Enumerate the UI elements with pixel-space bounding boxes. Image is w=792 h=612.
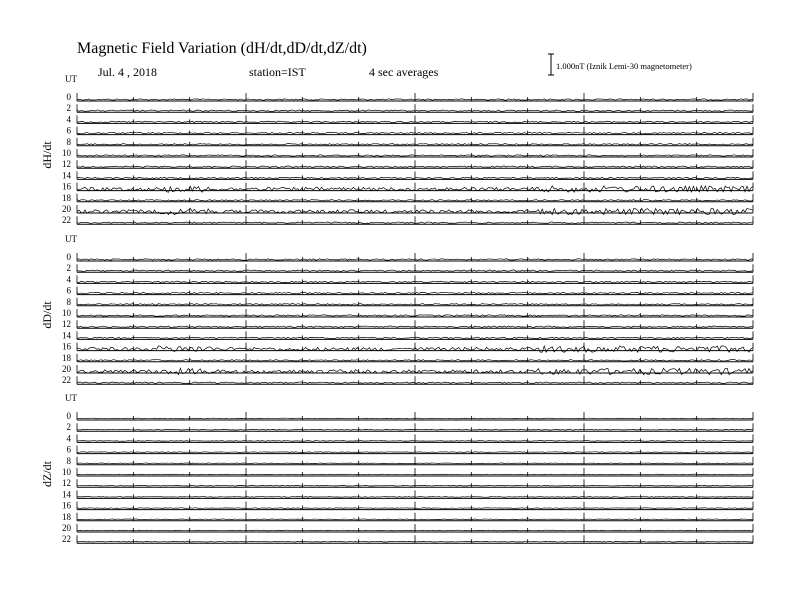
trace-row-14 <box>62 170 753 180</box>
trace-row-8 <box>67 137 754 147</box>
hour-tick-label: 2 <box>66 263 71 274</box>
hour-tick-label: 8 <box>66 136 71 147</box>
trace-row-10 <box>62 308 753 318</box>
averaging-label: 4 sec averages <box>369 65 439 79</box>
date-label: Jul. 4 , 2018 <box>98 65 158 79</box>
trace-row-14 <box>62 330 753 340</box>
trace-row-12 <box>62 478 753 488</box>
trace-row-18 <box>62 353 753 363</box>
hour-tick-label: 22 <box>62 375 71 386</box>
trace-row-12 <box>62 159 753 169</box>
trace-row-0 <box>67 411 754 421</box>
scale-bar-label: 1.000nT (Iznik Lemi-30 magnetometer) <box>556 61 692 71</box>
trace-line <box>77 497 753 498</box>
trace-line <box>77 485 753 486</box>
panel-y-label: dZ/dt <box>40 461 54 487</box>
hour-tick-label: 18 <box>62 352 71 363</box>
hour-tick-label: 22 <box>62 534 71 545</box>
hour-tick-label: 14 <box>62 489 71 500</box>
hour-tick-label: 6 <box>66 125 71 136</box>
hour-tick-label: 4 <box>66 433 71 444</box>
panel-y-label: dD/dt <box>40 301 54 329</box>
trace-row-18 <box>62 193 753 203</box>
trace-row-10 <box>62 467 753 477</box>
trace-row-6 <box>67 445 754 455</box>
hour-tick-label: 0 <box>66 252 71 262</box>
hour-tick-label: 8 <box>66 296 71 307</box>
trace-row-16 <box>62 182 753 193</box>
hour-tick-label: 22 <box>62 215 71 226</box>
hour-tick-label: 20 <box>62 364 71 374</box>
hour-tick-label: 12 <box>62 159 71 170</box>
trace-row-4 <box>67 433 754 443</box>
panels-group <box>40 74 753 544</box>
chart-title: Magnetic Field Variation (dH/dt,dD/dt,dZ/dt) <box>77 40 367 57</box>
hour-tick-label: 16 <box>62 181 71 192</box>
trace-row-2 <box>67 103 754 113</box>
hour-tick-label: 12 <box>62 319 71 330</box>
trace-row-8 <box>67 456 754 466</box>
trace-row-20 <box>62 204 753 215</box>
hour-tick-label: 2 <box>66 103 71 114</box>
trace-row-14 <box>62 489 753 499</box>
hour-tick-label: 8 <box>66 455 71 466</box>
trace-row-22 <box>62 375 753 385</box>
trace-row-0 <box>67 252 754 262</box>
trace-line <box>77 429 753 430</box>
hour-tick-label: 14 <box>62 330 71 341</box>
trace-row-20 <box>62 364 753 375</box>
hour-tick-label: 6 <box>66 285 71 296</box>
hour-tick-label: 10 <box>62 308 71 318</box>
panel-dzdt <box>40 393 753 544</box>
hour-tick-label: 4 <box>66 114 71 125</box>
trace-row-16 <box>62 501 753 511</box>
hour-tick-label: 2 <box>66 422 71 433</box>
trace-row-18 <box>62 512 753 522</box>
station-label: station=IST <box>249 65 306 79</box>
scale-bar <box>548 54 554 75</box>
trace-row-16 <box>62 342 753 353</box>
trace-row-8 <box>67 297 754 307</box>
panel-dhdt <box>40 74 753 225</box>
trace-line <box>77 441 753 442</box>
hour-tick-label: 16 <box>62 341 71 352</box>
trace-row-0 <box>67 92 754 102</box>
hour-tick-label: 18 <box>62 192 71 203</box>
hour-tick-label: 20 <box>62 204 71 214</box>
hour-tick-label: 10 <box>62 467 71 477</box>
hour-tick-label: 0 <box>66 411 71 421</box>
trace-row-6 <box>67 286 754 296</box>
hour-tick-label: 4 <box>66 274 71 285</box>
hour-tick-label: 0 <box>66 92 71 102</box>
ut-label: UT <box>65 74 77 84</box>
hour-tick-label: 6 <box>66 444 71 455</box>
ut-label: UT <box>65 393 77 403</box>
hour-tick-label: 10 <box>62 148 71 158</box>
ut-label: UT <box>65 234 77 244</box>
trace-row-10 <box>62 148 753 158</box>
trace-row-4 <box>67 114 754 124</box>
trace-row-6 <box>67 126 754 136</box>
hour-tick-label: 20 <box>62 523 71 533</box>
trace-row-2 <box>67 263 754 273</box>
trace-row-22 <box>62 534 753 544</box>
hour-tick-label: 18 <box>62 511 71 522</box>
panel-y-label: dH/dt <box>40 141 54 169</box>
trace-row-2 <box>67 422 754 432</box>
hour-tick-label: 14 <box>62 170 71 181</box>
trace-row-4 <box>67 274 754 284</box>
hour-tick-label: 12 <box>62 478 71 489</box>
panel-dddt <box>40 234 753 385</box>
hour-tick-label: 16 <box>62 500 71 511</box>
trace-row-22 <box>62 215 753 225</box>
trace-line <box>77 530 753 531</box>
trace-line <box>77 519 753 520</box>
trace-line <box>77 474 753 475</box>
trace-row-12 <box>62 319 753 329</box>
trace-row-20 <box>62 523 753 533</box>
